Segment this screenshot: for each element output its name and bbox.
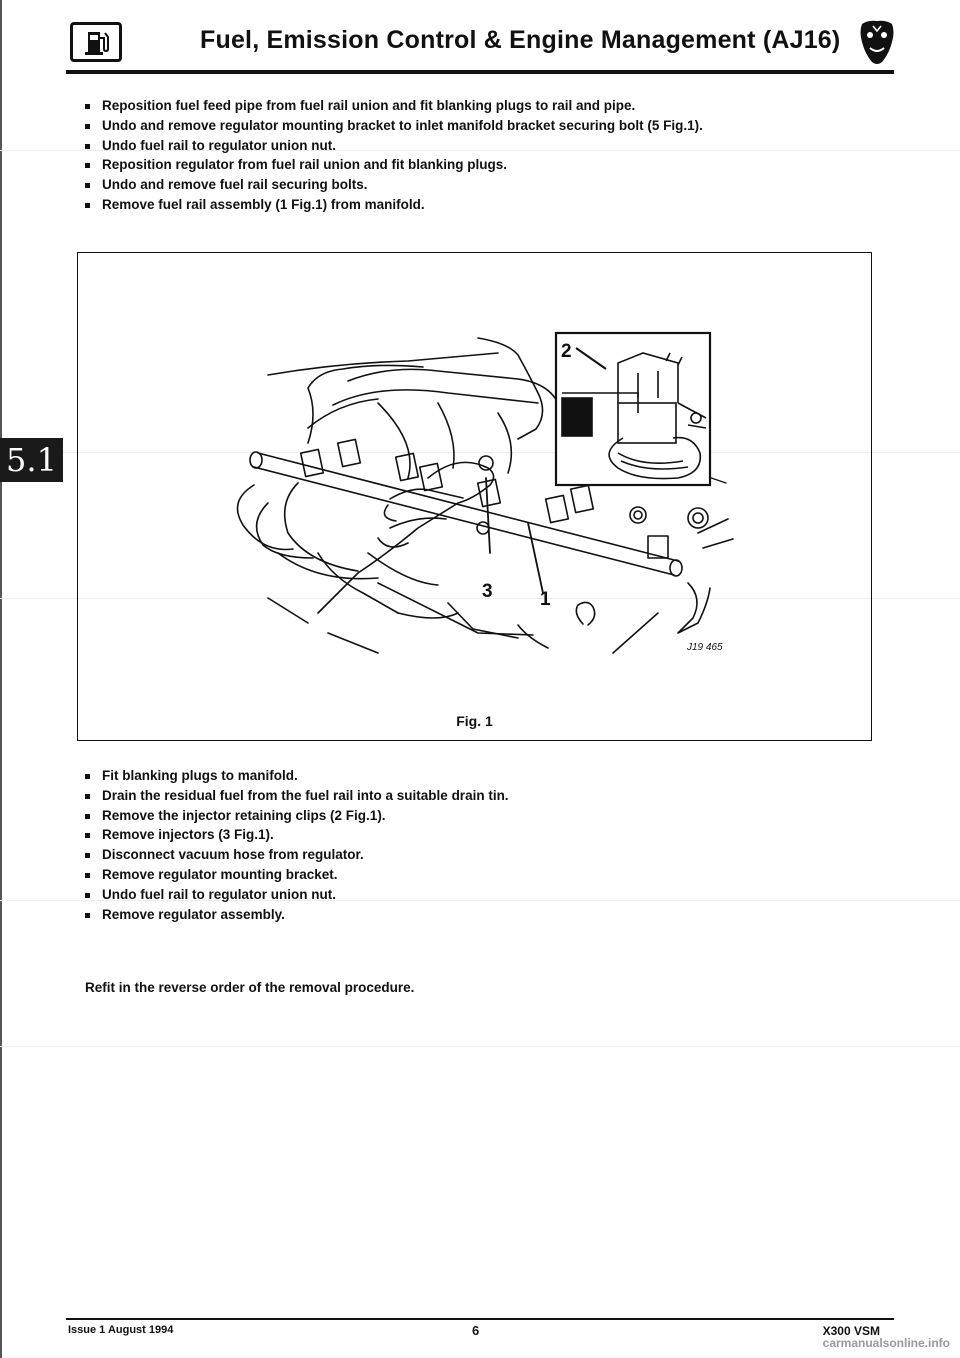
figure-fuel-rail [77, 252, 872, 741]
list-item: Remove fuel rail assembly (1 Fig.1) from manifold. [85, 195, 703, 215]
inset-detail [556, 333, 710, 485]
callout-label-1: 1 [540, 589, 551, 610]
engine-illustration [78, 253, 870, 739]
scan-line [0, 1046, 960, 1047]
callout-label-2: 2 [561, 341, 572, 362]
footer-rule [66, 1318, 894, 1320]
removal-steps-top [85, 96, 703, 215]
refit-note: Refit in the reverse order of the removal procedure. [85, 980, 415, 995]
list-item: Remove injectors (3 Fig.1). [85, 825, 509, 845]
figure-caption: Fig. 1 [456, 713, 493, 729]
footer-issue: Issue 1 August 1994 [68, 1324, 174, 1336]
list-item: Disconnect vacuum hose from regulator. [85, 845, 509, 865]
page-number: 6 [472, 1323, 480, 1338]
callout-label-3: 3 [482, 581, 493, 602]
jaguar-head-logo [858, 18, 896, 68]
list-item: Fit blanking plugs to manifold. [85, 766, 509, 786]
list-item: Reposition fuel feed pipe from fuel rail union and fit blanking plugs to rail and pipe. [85, 96, 703, 116]
list-item: Remove regulator assembly. [85, 905, 509, 925]
list-item: Reposition regulator from fuel rail union and fit blanking plugs. [85, 155, 703, 175]
list-item: Undo fuel rail to regulator union nut. [85, 885, 509, 905]
page-title: Fuel, Emission Control & Engine Management (AJ16) [200, 26, 841, 54]
list-item: Undo and remove fuel rail securing bolts. [85, 175, 703, 195]
list-item: Remove regulator mounting bracket. [85, 865, 509, 885]
figure-code: J19 465 [687, 642, 723, 653]
list-item: Undo and remove regulator mounting bracket to inlet manifold bracket securing bolt (5 Fig.1). [85, 116, 703, 136]
section-tab: 5.1 [0, 438, 63, 482]
list-item: Drain the residual fuel from the fuel rail into a suitable drain tin. [85, 786, 509, 806]
list-item: Remove the injector retaining clips (2 Fig.1). [85, 806, 509, 826]
watermark: carmanualsonline.info [822, 1336, 950, 1350]
fuel-pump-icon [70, 22, 122, 62]
scan-margin-line [0, 0, 2, 1358]
list-item: Undo fuel rail to regulator union nut. [85, 136, 703, 156]
removal-steps-bottom [85, 766, 509, 924]
header-rule [66, 70, 894, 74]
footer-doc-code: X300 VSM [822, 1324, 880, 1338]
